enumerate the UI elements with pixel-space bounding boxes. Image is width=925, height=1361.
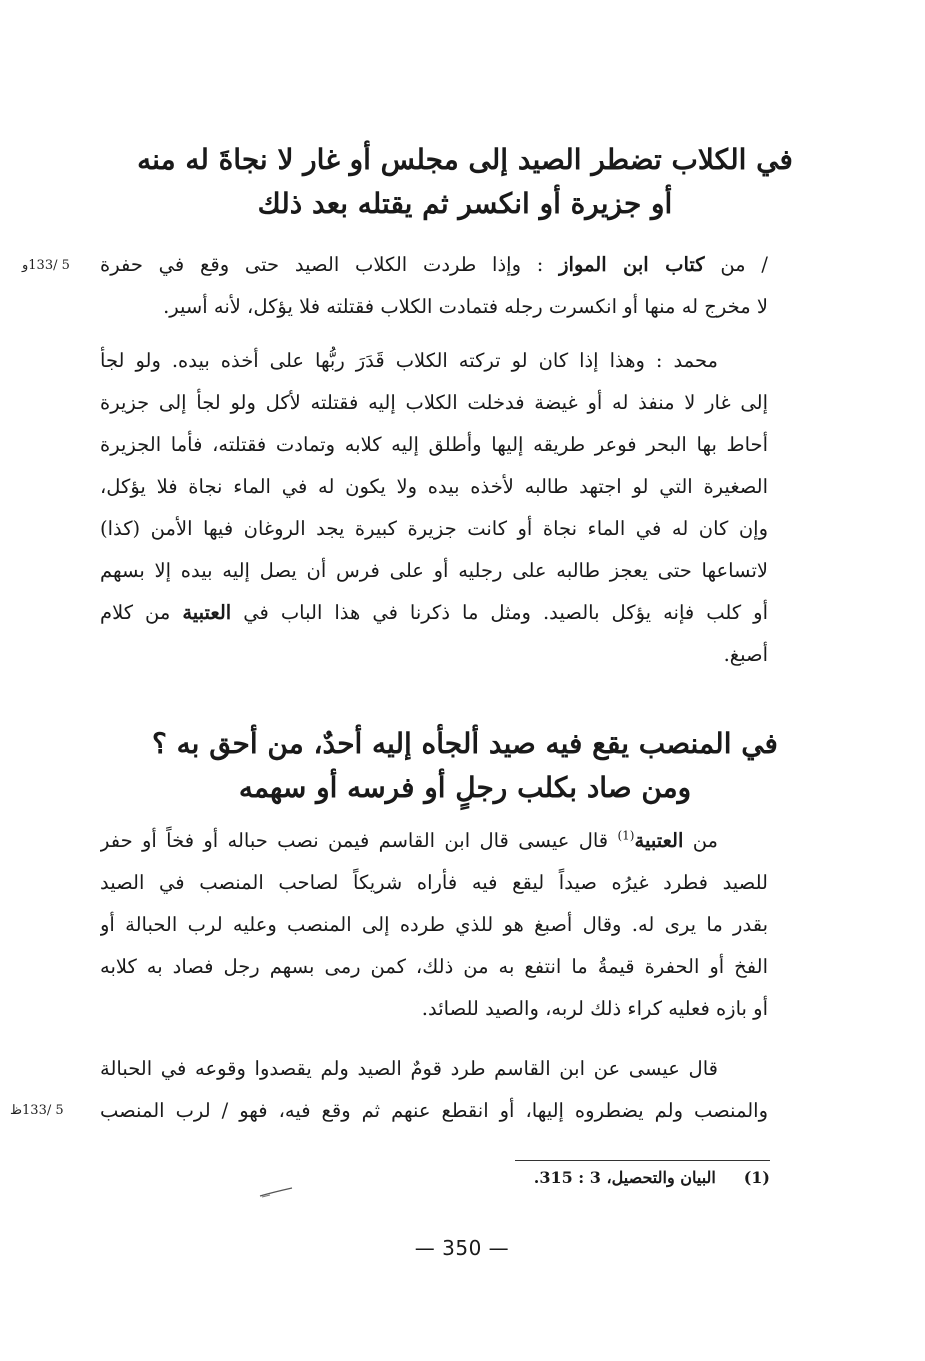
text-line: أحاط بها البحر فوعر طريقه إليها وأطلق إليه كلابه وتمادت فقتلته، فأما الجزيرة <box>100 433 768 456</box>
text-run: : وإذا طردت الكلاب الصيد حتى وقع في حفرة <box>100 253 560 276</box>
text-line: الصغيرة التي لو اجتهد طالبه لأخذه بيده ولا يكون له في الماء نجاة فلا يؤكل، <box>100 475 768 498</box>
text-line <box>100 244 768 286</box>
text-line: والمنصب ولم يضطروه إليها، أو انقطع عنهم ثم وقع فيه، فهو / لرب المنصب <box>100 1099 768 1122</box>
heading-line: في الكلاب تضطر الصيد إلى مجلس أو غار لا نجاةَ له منه <box>137 143 793 176</box>
text-line: محمد : وهذا إذا كان لو تركته الكلاب قَدَرَ ربُّها على أخذه بيده. ولو لجأ <box>100 349 718 372</box>
footnote-source: البيان والتحصيل، 3 : 315. <box>533 1168 716 1187</box>
text-line: لا مخرج له منها أو انكسرت رجله فتمادت الكلاب فقتلته فلا يؤكل، لأنه أسير. <box>163 295 768 318</box>
heading-line: ومن صاد بكلب رجلٍ أو فرسه أو سهمه <box>238 771 692 804</box>
text-line <box>100 592 768 634</box>
text-line: أو بازه فعليه كراء ذلك لربه، والصيد للصائد. <box>421 997 768 1020</box>
footnote-number: (1) <box>743 1168 770 1187</box>
folio-marker: 5 /133و <box>22 258 70 273</box>
text-run: من <box>683 829 718 852</box>
paragraph <box>100 244 768 328</box>
heading-line: في المنصب يقع فيه صيد ألجأه إليه أحدٌ، من أحق به ؟ <box>152 727 778 760</box>
text-line: قال عيسى عن ابن القاسم طرد قومٌ الصيد ولم يقصدوا وقوعه في الحبالة <box>100 1057 718 1080</box>
text-run: أو كلب فإنه يؤكل بالصيد. ومثل ما ذكرنا في هذا الباب في <box>231 601 768 624</box>
footnote-divider <box>515 1160 770 1161</box>
footnote-ref: (1) <box>617 828 635 843</box>
footnote <box>420 1168 770 1187</box>
text-line: الفخ أو الحفرة قيمةُ ما انتفع به من ذلك، كمن رمى بسهم رجل فصاد به كلابه <box>100 955 768 978</box>
text-line: إلى غار لا منفذ له أو غيضة فدخلت الكلاب إليه فقتلته لأكل ولو لجأ إلى جزيرة <box>100 391 768 414</box>
text-line <box>100 820 768 862</box>
paragraph <box>100 820 768 1030</box>
heading-line: أو جزيرة أو انكسر ثم يقتله بعد ذلك <box>257 187 673 220</box>
book-title: العتبية <box>634 829 684 852</box>
text-line: أصبغ. <box>723 643 768 666</box>
page-number: — 350 — <box>414 1236 510 1260</box>
text-line: للصيد فطرد غيرُه صيداً ليقع فيه فأراه شريكاً لصاحب المنصب في الصيد <box>100 871 768 894</box>
paragraph <box>100 340 768 676</box>
text-line: بقدر ما يرى له. وقال أصبغ هو للذي طرده إلى المنصب وعليه لرب الحبالة أو <box>100 913 768 936</box>
section-heading-trap <box>120 722 810 810</box>
book-title: العتبية <box>182 601 232 624</box>
text-line: وإن كان له في الماء نجاة أو كانت جزيرة كبيرة يجد الروغان فيها الأمن (كذا) <box>100 517 768 540</box>
text-run: من كلام <box>100 601 183 624</box>
text-run: قال عيسى قال ابن القاسم فيمن نصب حباله أو فخاً أو حفر <box>100 829 618 852</box>
book-title: كتاب ابن المواز <box>559 253 705 276</box>
text-line: لاتساعها حتى يعجز طالبه على رجليه أو على فرس أن يصل إليه بيده إلا بسهم <box>100 559 768 582</box>
scan-mark-icon <box>258 1186 294 1198</box>
folio-marker: 5 /133ظ <box>10 1103 64 1118</box>
text-run: / من <box>704 253 768 276</box>
section-heading-dogs <box>120 138 810 226</box>
paragraph <box>100 1048 768 1132</box>
